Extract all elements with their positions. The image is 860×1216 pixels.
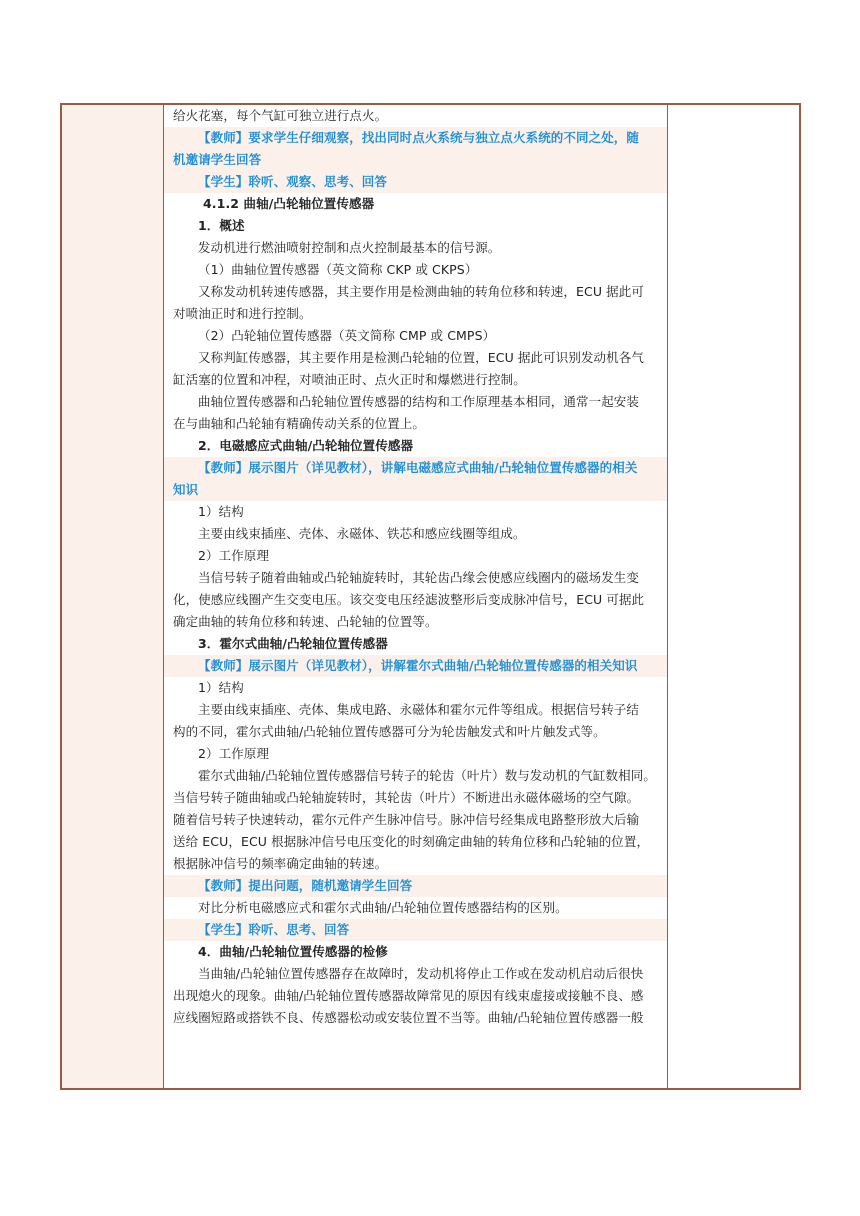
- subheading: 3．霍尔式曲轴/凸轮轴位置传感器: [198, 636, 388, 651]
- paragraph-line: 对喷油正时和进行控制。: [173, 306, 312, 321]
- paragraph-line: 主要由线束插座、壳体、集成电路、永磁体和霍尔元件等组成。根据信号转子结: [198, 702, 640, 717]
- student-block-2: [164, 919, 667, 941]
- subheading: 1．概述: [198, 218, 245, 233]
- paragraph-line: 发动机进行燃油喷射控制和点火控制最基本的信号源。: [198, 240, 501, 255]
- paragraph-line: 应线圈短路或搭铁不良、传感器松动或安装位置不当等。曲轴/凸轮轴位置传感器一般: [173, 1010, 644, 1025]
- teacher-line: 机邀请学生回答: [173, 152, 262, 167]
- paragraph-line: 给火花塞，每个气缸可独立进行点火。: [173, 108, 388, 123]
- paragraph-line: 根据脉冲信号的频率确定曲轴的转速。: [173, 856, 388, 871]
- paragraph-line: 曲轴位置传感器和凸轮轴位置传感器的结构和工作原理基本相同，通常一起安装: [198, 394, 640, 409]
- teacher-block-4: [164, 875, 667, 897]
- student-block-1: [164, 171, 667, 193]
- student-line: 【学生】聆听、思考、回答: [198, 922, 350, 937]
- paragraph-line: 当信号转子随曲轴或凸轮轴旋转时，其轮齿（叶片）不断进出永磁体磁场的空气隙。: [173, 790, 640, 805]
- item-title: （2）凸轮轴位置传感器（英文简称 CMP 或 CMPS）: [198, 328, 496, 343]
- paragraph-line: 出现熄火的现象。曲轴/凸轮轴位置传感器故障常见的原因有线束虚接或接触不良、感: [173, 988, 644, 1003]
- paragraph-line: 在与曲轴和凸轮轴有精确传动关系的位置上。: [173, 416, 426, 431]
- teacher-line: 【教师】展示图片（详见教材），讲解电磁感应式曲轴/凸轮轴位置传感器的相关: [198, 460, 638, 475]
- content-column: [164, 105, 668, 1088]
- paragraph-line: 构的不同，霍尔式曲轴/凸轮轴位置传感器可分为轮齿触发式和叶片触发式等。: [173, 724, 606, 739]
- paragraph-line: 确定曲轴的转角位移和转速、凸轮轴的位置等。: [173, 614, 438, 629]
- teacher-block-1: [164, 127, 667, 171]
- paragraph-line: 当曲轴/凸轮轴位置传感器存在故障时，发动机将停止工作或在发动机启动后很快: [198, 966, 644, 981]
- item-title: （1）曲轴位置传感器（英文简称 CKP 或 CKPS）: [198, 262, 478, 277]
- teacher-line: 【教师】展示图片（详见教材），讲解霍尔式曲轴/凸轮轴位置传感器的相关知识: [198, 658, 638, 673]
- paragraph-line: 送给 ECU，ECU 根据脉冲信号电压变化的时刻确定曲轴的转角位移和凸轮轴的位置，: [173, 834, 650, 849]
- lesson-table: [60, 103, 801, 1090]
- paragraph-line: 化，使感应线圈产生交变电压。该交变电压经滤波整形后变成脉冲信号，ECU 可据此: [173, 592, 645, 607]
- paragraph-line: 随着信号转子快速转动，霍尔元件产生脉冲信号。脉冲信号经集成电路整形放大后输: [173, 812, 640, 827]
- paragraph-line: 当信号转子随着曲轴或凸轮轴旋转时，其轮齿凸缘会使感应线圈内的磁场发生变: [198, 570, 640, 585]
- subheading: 2．电磁感应式曲轴/凸轮轴位置传感器: [198, 438, 414, 453]
- item-title: 1）结构: [198, 504, 244, 519]
- paragraph-line: 霍尔式曲轴/凸轮轴位置传感器信号转子的轮齿（叶片）数与发动机的气缸数相同。: [198, 768, 656, 783]
- right-column: [668, 105, 799, 1088]
- teacher-line: 【教师】提出问题，随机邀请学生回答: [198, 878, 413, 893]
- teacher-line: 【教师】要求学生仔细观察，找出同时点火系统与独立点火系统的不同之处，随: [198, 130, 640, 145]
- student-line: 【学生】聆听、观察、思考、回答: [198, 174, 388, 189]
- section-heading: 4.1.2 曲轴/凸轮轴位置传感器: [203, 196, 375, 211]
- item-title: 1）结构: [198, 680, 244, 695]
- paragraph-line: 又称发动机转速传感器，其主要作用是检测曲轴的转角位移和转速，ECU 据此可: [198, 284, 644, 299]
- teacher-line: 知识: [173, 482, 199, 497]
- paragraph-line: 缸活塞的位置和冲程，对喷油正时、点火正时和爆燃进行控制。: [173, 372, 526, 387]
- item-title: 2）工作原理: [198, 746, 270, 761]
- item-title: 2）工作原理: [198, 548, 270, 563]
- paragraph-line: 又称判缸传感器，其主要作用是检测凸轮轴的位置，ECU 据此可识别发动机各气: [198, 350, 644, 365]
- teacher-block-2: [164, 457, 667, 501]
- left-column: [62, 105, 164, 1088]
- paragraph-line: 对比分析电磁感应式和霍尔式曲轴/凸轮轴位置传感器结构的区别。: [198, 900, 568, 915]
- subheading: 4．曲轴/凸轮轴位置传感器的检修: [198, 944, 388, 959]
- paragraph-line: 主要由线束插座、壳体、永磁体、铁芯和感应线圈等组成。: [198, 526, 526, 541]
- teacher-block-3: [164, 655, 667, 677]
